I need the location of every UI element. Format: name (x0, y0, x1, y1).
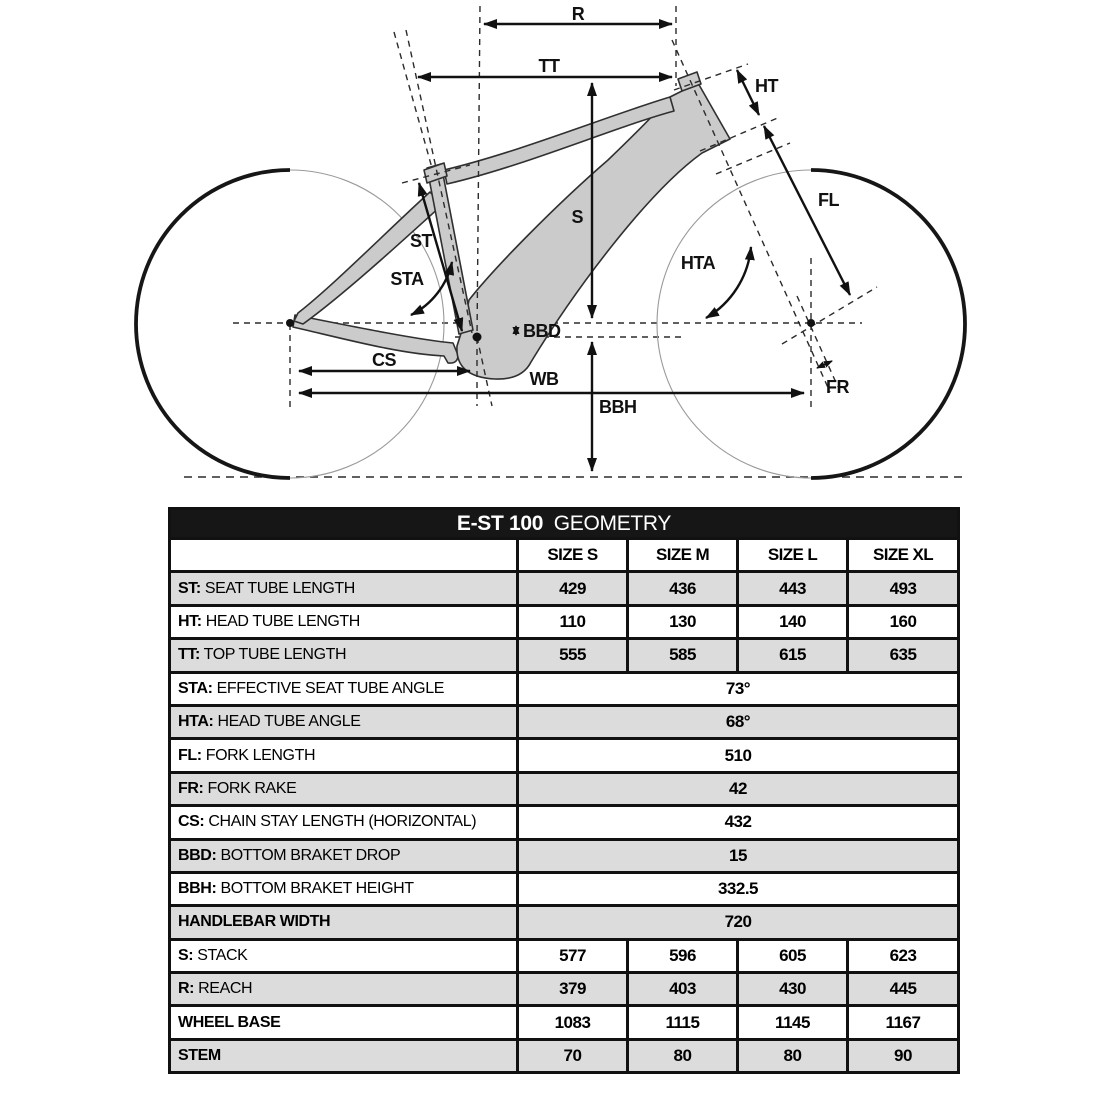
row-label: R: REACH (170, 973, 518, 1006)
geometry-value: 445 (848, 973, 959, 1006)
seat-tube (427, 164, 473, 334)
geometry-value: 493 (848, 572, 959, 605)
label-fork-length: FL (818, 190, 839, 210)
geometry-value: 110 (518, 605, 628, 638)
column-header-size-l: SIZE L (738, 539, 848, 572)
table-row (170, 872, 959, 905)
size-header-row (170, 539, 959, 572)
row-label: FL: FORK LENGTH (170, 739, 518, 772)
geometry-value: 1145 (738, 1006, 848, 1039)
label-stack: S (571, 207, 583, 227)
table-row (170, 705, 959, 738)
geometry-value: 605 (738, 939, 848, 972)
row-label: HANDLEBAR WIDTH (170, 906, 518, 939)
geometry-value-merged: 42 (518, 772, 959, 805)
row-label: BBD: BOTTOM BRAKET DROP (170, 839, 518, 872)
table-row (170, 939, 959, 972)
geometry-value: 140 (738, 605, 848, 638)
geometry-value: 555 (518, 639, 628, 672)
label-reach: R (571, 4, 585, 24)
geometry-value: 403 (628, 973, 738, 1006)
geometry-value: 70 (518, 1039, 628, 1072)
table-row (170, 906, 959, 939)
geometry-value-merged: 720 (518, 906, 959, 939)
label-head-tube-angle: HTA (680, 253, 716, 273)
geometry-value: 90 (848, 1039, 959, 1072)
geometry-value: 1083 (518, 1006, 628, 1039)
row-label: CS: CHAIN STAY LENGTH (HORIZONTAL) (170, 806, 518, 839)
construction-lines (184, 323, 966, 477)
geometry-value-merged: 15 (518, 839, 959, 872)
front-axle-dot (807, 319, 815, 327)
rear-tire-thick (136, 170, 290, 478)
table-title-suffix: GEOMETRY (553, 511, 672, 535)
row-label: FR: FORK RAKE (170, 772, 518, 805)
fork-rake-arrow (817, 361, 832, 368)
geometry-value-merged: 332.5 (518, 872, 959, 905)
label-top-tube: TT (538, 56, 560, 76)
geometry-value: 577 (518, 939, 628, 972)
row-label: ST: SEAT TUBE LENGTH (170, 572, 518, 605)
fork-crown-tick (716, 143, 790, 174)
seat-stay (294, 192, 442, 324)
table-row (170, 1039, 959, 1072)
geometry-value: 443 (738, 572, 848, 605)
bike-frame (293, 72, 730, 379)
label-seat-tube: ST (409, 231, 432, 251)
geometry-value: 1167 (848, 1006, 959, 1039)
label-chain-stay: CS (371, 350, 397, 370)
row-label: STEM (170, 1039, 518, 1072)
seat-tube-extension (394, 32, 432, 168)
label-wheel-base: WB (529, 369, 559, 389)
table-row (170, 739, 959, 772)
rear-axle-dot (286, 319, 294, 327)
axle-parallel-axis (797, 296, 838, 387)
geometry-table (168, 507, 960, 1074)
table-row (170, 1006, 959, 1039)
geometry-value: 80 (628, 1039, 738, 1072)
row-label: HT: HEAD TUBE LENGTH (170, 605, 518, 638)
table-row (170, 605, 959, 638)
table-row (170, 639, 959, 672)
fork-length-arrow (764, 126, 850, 295)
column-header-size-xl: SIZE XL (848, 539, 959, 572)
label-bb-drop: BBD (523, 321, 561, 341)
geometry-value: 596 (628, 939, 738, 972)
table-row (170, 772, 959, 805)
column-header-size-s: SIZE S (518, 539, 628, 572)
geometry-value-merged: 510 (518, 739, 959, 772)
row-label: HTA: HEAD TUBE ANGLE (170, 705, 518, 738)
table-row (170, 572, 959, 605)
bottom-bracket-dot (473, 333, 482, 342)
geometry-value: 429 (518, 572, 628, 605)
table-title (170, 509, 959, 539)
row-label: TT: TOP TUBE LENGTH (170, 639, 518, 672)
label-fork-rake: FR (826, 377, 849, 397)
geometry-value: 623 (848, 939, 959, 972)
label-seat-tube-angle: STA (390, 269, 424, 289)
geometry-value: 160 (848, 605, 959, 638)
row-label: S: STACK (170, 939, 518, 972)
geometry-value: 379 (518, 973, 628, 1006)
geometry-value: 436 (628, 572, 738, 605)
geometry-value: 615 (738, 639, 848, 672)
geometry-value-merged: 432 (518, 806, 959, 839)
row-label: BBH: BOTTOM BRAKET HEIGHT (170, 872, 518, 905)
row-label: STA: EFFECTIVE SEAT TUBE ANGLE (170, 672, 518, 705)
table-row (170, 672, 959, 705)
steering-axis (672, 40, 830, 392)
table-title-row (170, 509, 959, 539)
table-row (170, 839, 959, 872)
geometry-value: 80 (738, 1039, 848, 1072)
table-title-model: E-ST 100 (456, 511, 544, 535)
geometry-value: 585 (628, 639, 738, 672)
table-row (170, 973, 959, 1006)
geometry-value: 130 (628, 605, 738, 638)
corner-cell (170, 539, 518, 572)
table-row (170, 806, 959, 839)
label-head-tube: HT (755, 76, 778, 96)
label-bb-height: BBH (599, 397, 637, 417)
geometry-value-merged: 68° (518, 705, 959, 738)
geometry-value: 430 (738, 973, 848, 1006)
bike-geometry-diagram (0, 0, 1100, 500)
column-header-size-m: SIZE M (628, 539, 738, 572)
geometry-value-merged: 73° (518, 672, 959, 705)
geometry-value: 1115 (628, 1006, 738, 1039)
geometry-value: 635 (848, 639, 959, 672)
row-label: WHEEL BASE (170, 1006, 518, 1039)
front-tire-thick (811, 170, 965, 478)
